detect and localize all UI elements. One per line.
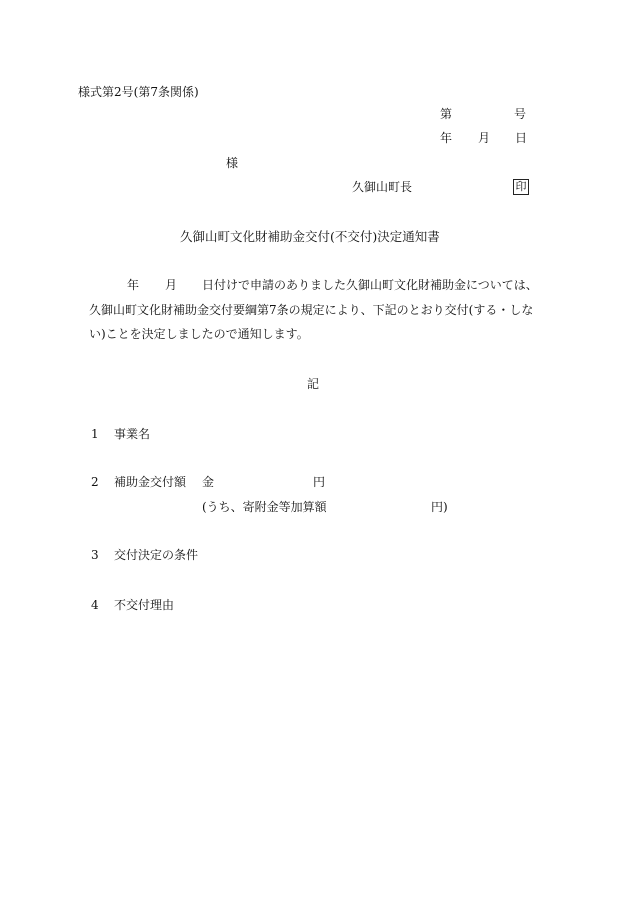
document-title: 久御山町文化財補助金交付(不交付)決定通知書 [180,229,440,244]
item-2-sub-label: (うち、寄附金等加算額 [202,500,327,514]
body-line-1: 日付けで申請のありました久御山町文化財補助金については、 [202,278,538,292]
item-3-label: 交付決定の条件 [114,548,199,562]
item-1-number: 1 [91,427,99,441]
item-2-kin: 金 [202,475,215,489]
item-4-number: 4 [91,598,99,612]
item-3-number: 3 [91,548,99,562]
form-number: 様式第2号(第7条関係) [78,85,199,99]
body-line-3: い)ことを決定しましたので通知します。 [89,327,309,341]
date-year: 年 [440,131,453,145]
date-day: 日 [515,131,528,145]
seal-mark: 印 [513,179,529,195]
item-4-label: 不交付理由 [114,598,175,612]
body-month: 月 [165,278,178,292]
ki-marker: 記 [307,377,320,391]
item-2-number: 2 [91,475,99,489]
doc-number-suffix: 号 [514,107,527,121]
item-2-sub-yen: 円) [431,500,448,514]
item-2-label: 補助金交付額 [114,475,187,489]
body-line-2: 久御山町文化財補助金交付要綱第7条の規定により、下記のとおり交付(する・しな [89,303,534,317]
item-2-yen: 円 [313,475,326,489]
issuer-name: 久御山町長 [352,180,413,194]
addressee-suffix: 様 [226,156,239,170]
body-year: 年 [127,278,140,292]
date-month: 月 [478,131,491,145]
item-1-label: 事業名 [114,427,151,441]
doc-number-prefix: 第 [440,107,453,121]
